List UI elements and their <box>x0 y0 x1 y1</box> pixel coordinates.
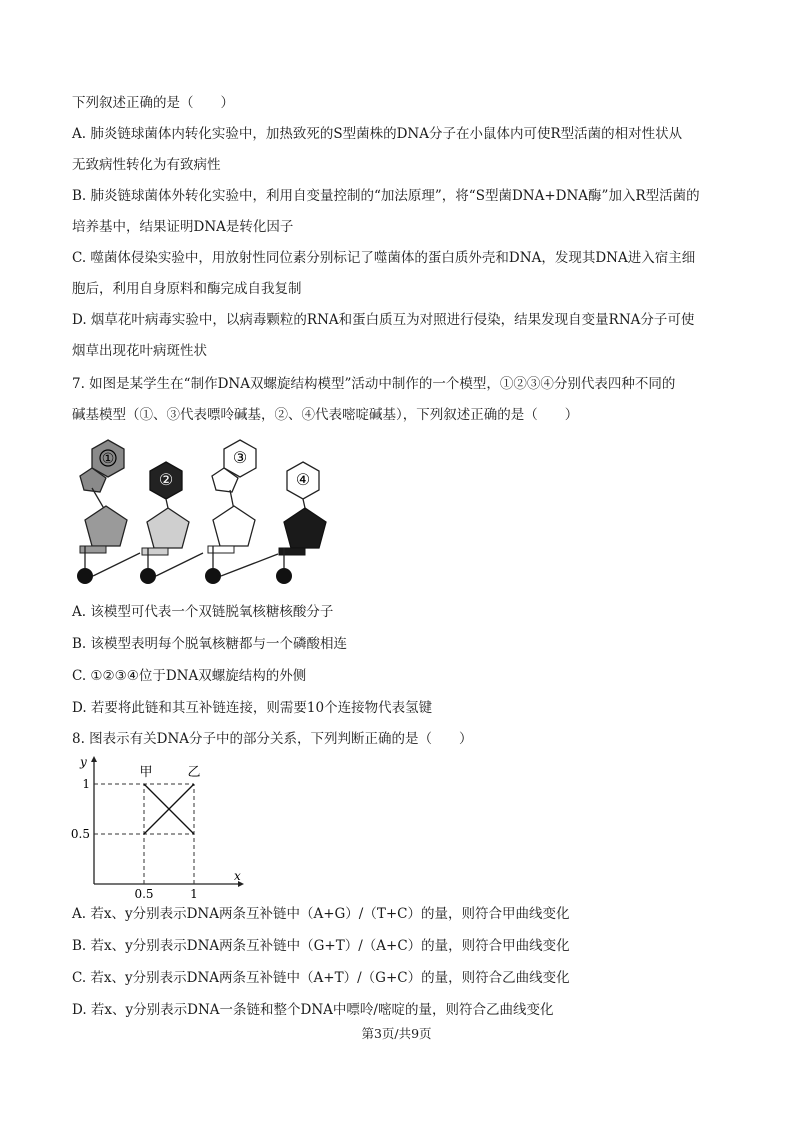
q7-option-d: D. 若要将此链和其互补链连接，则需要10个连接物代表氢键 <box>72 700 433 716</box>
q7-stem-line2: 碱基模型（①、③代表嘌呤碱基，②、④代表嘧啶碱基），下列叙述正确的是（ ） <box>72 407 579 423</box>
y-tick-label-1: 1 <box>82 777 90 791</box>
q6-option-a-line1: A. 肺炎链球菌体内转化实验中，加热致死的S型菌株的DNA分子在小鼠体内可使R型活菌的相对性状从 <box>72 126 683 142</box>
sugar-1 <box>85 506 127 546</box>
base-label-4: ④ <box>295 470 311 489</box>
y-axis-label: y <box>80 755 87 769</box>
q6-option-b-line1: B. 肺炎链球菌体外转化实验中，利用自变量控制的“加法原理”，将“S型菌DNA+DNA酶”加入R型活菌的 <box>72 188 700 204</box>
sugar-2 <box>147 508 189 548</box>
q8-option-d: D. 若x、y分别表示DNA一条链和整个DNA中嘌呤/嘧啶的量，则符合乙曲线变化 <box>72 1002 554 1018</box>
q6-option-b-line2: 培养基中，结果证明DNA是转化因子 <box>72 219 294 235</box>
q7-option-a: A. 该模型可代表一个双链脱氧核糖核酸分子 <box>72 604 334 620</box>
x-tick-label-1: 1 <box>190 887 198 901</box>
q8-option-a: A. 若x、y分别表示DNA两条互补链中（A+G）/（T+C）的量，则符合甲曲线变化 <box>72 906 570 922</box>
q6-option-c-line2: 胞后，利用自身原料和酶完成自我复制 <box>72 281 302 297</box>
sugar-3 <box>213 506 255 546</box>
series-label-0: 甲 <box>139 765 153 780</box>
q6-option-d-line2: 烟草出现花叶病斑性状 <box>72 343 207 359</box>
phosphate-4 <box>276 568 292 584</box>
q7-option-b: B. 该模型表明每个脱氧核糖都与一个磷酸相连 <box>72 636 348 652</box>
x-tick-label-0: 0.5 <box>134 887 154 901</box>
phosphate-1 <box>77 568 93 584</box>
q6-option-c-line1: C. 噬菌体侵染实验中，用放射性同位素分别标记了噬菌体的蛋白质外壳和DNA，发现其DNA进入宿主细 <box>72 250 696 266</box>
q6-option-a-line2: 无致病性转化为有致病性 <box>72 157 221 173</box>
series-label-1: 乙 <box>187 765 201 780</box>
q8-stem: 8. 图表示有关DNA分子中的部分关系，下列判断正确的是（ ） <box>72 731 473 747</box>
base-label-2: ② <box>158 470 174 489</box>
y-axis-arrow <box>91 756 97 762</box>
x-axis-label: x <box>234 869 241 883</box>
q8-option-c: C. 若x、y分别表示DNA两条互补链中（A+T）/（G+C）的量，则符合乙曲线变化 <box>72 970 570 986</box>
dna-ratio-chart <box>70 752 250 902</box>
phosphate-3 <box>205 568 221 584</box>
q7-stem-line1: 7. 如图是某学生在“制作DNA双螺旋结构模型”活动中制作的一个模型，①②③④分别代表四种不同的 <box>72 376 676 392</box>
sugar-4 <box>284 508 326 548</box>
base-label-3: ③ <box>232 448 248 467</box>
q7-option-c: C. ①②③④位于DNA双螺旋结构的外侧 <box>72 668 307 684</box>
q6-stem: 下列叙述正确的是（ ） <box>72 95 234 111</box>
q6-option-d-line1: D. 烟草花叶病毒实验中，以病毒颗粒的RNA和蛋白质互为对照进行侵染，结果发现自变量RNA分子可使 <box>72 312 695 328</box>
page-footer: 第3页/共9页 <box>361 1026 432 1041</box>
y-tick-label-0: 0.5 <box>70 827 90 841</box>
dna-nucleotide-model-figure <box>70 438 340 588</box>
base-label-1: ① <box>101 451 115 467</box>
q8-option-b: B. 若x、y分别表示DNA两条互补链中（G+T）/（A+C）的量，则符合甲曲线变化 <box>72 938 570 954</box>
phosphate-2 <box>140 568 156 584</box>
